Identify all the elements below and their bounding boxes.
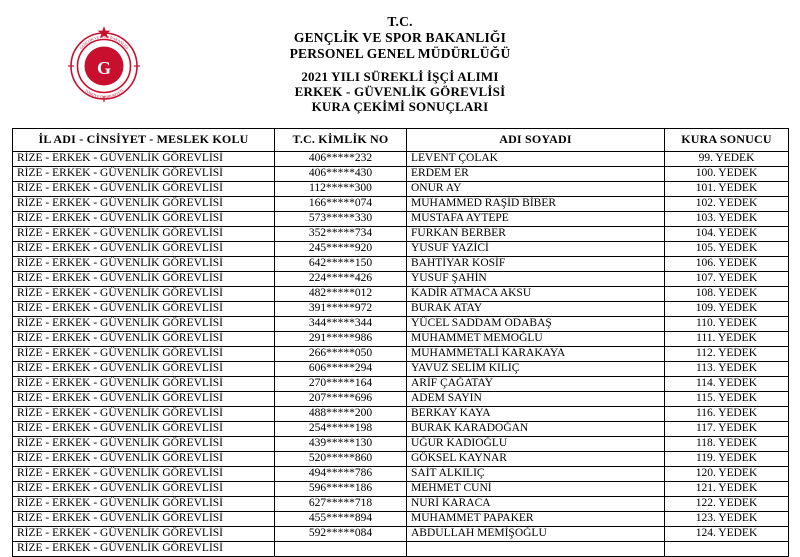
cell-result: 124. YEDEK [665,527,789,542]
cell-province: RİZE - ERKEK - GÜVENLİK GÖREVLİSİ [13,467,275,482]
cell-result: 109. YEDEK [665,302,789,317]
table-row [13,302,789,317]
cell-name: ARİF ÇAĞATAY [407,377,665,392]
cell-province: RİZE - ERKEK - GÜVENLİK GÖREVLİSİ [13,242,275,257]
table-row [13,527,789,542]
header-line-results: KURA ÇEKİMİ SONUÇLARI [311,99,489,115]
cell-province: RİZE - ERKEK - GÜVENLİK GÖREVLİSİ [13,182,275,197]
table-row [13,482,789,497]
cell-province: RİZE - ERKEK - GÜVENLİK GÖREVLİSİ [13,152,275,167]
header-line-ministry: GENÇLİK VE SPOR BAKANLIĞI [293,29,507,45]
cell-result: 115. YEDEK [665,392,789,407]
cell-name: ADEM SAYIN [407,392,665,407]
cell-name: FURKAN BERBER [407,227,665,242]
table-row [13,467,789,482]
cell-province: RİZE - ERKEK - GÜVENLİK GÖREVLİSİ [13,392,275,407]
cell-id: 207*****696 [275,392,407,407]
cell-result [665,542,789,557]
cell-result: 111. YEDEK [665,332,789,347]
cell-name: ONUR AY [407,182,665,197]
cell-result: 122. YEDEK [665,497,789,512]
cell-province: RİZE - ERKEK - GÜVENLİK GÖREVLİSİ [13,302,275,317]
cell-name: MUHAMMET PAPAKER [407,512,665,527]
cell-result: 106. YEDEK [665,257,789,272]
cell-result: 102. YEDEK [665,197,789,212]
cell-result: 113. YEDEK [665,362,789,377]
table-row [13,497,789,512]
cell-province: RİZE - ERKEK - GÜVENLİK GÖREVLİSİ [13,167,275,182]
cell-name: YAVUZ SELİM KILIÇ [407,362,665,377]
cell-id: 254*****198 [275,422,407,437]
table-row [13,287,789,302]
table-row [13,272,789,287]
cell-province: RİZE - ERKEK - GÜVENLİK GÖREVLİSİ [13,407,275,422]
cell-name: BERKAY KAYA [407,407,665,422]
results-table-wrapper [0,128,800,557]
cell-id: 245*****920 [275,242,407,257]
table-row [13,167,789,182]
cell-id: 520*****860 [275,452,407,467]
cell-result: 121. YEDEK [665,482,789,497]
cell-province: RİZE - ERKEK - GÜVENLİK GÖREVLİSİ [13,212,275,227]
cell-id: 406*****232 [275,152,407,167]
cell-result: 107. YEDEK [665,272,789,287]
table-row [13,242,789,257]
cell-id: 455*****894 [275,512,407,527]
cell-province: RİZE - ERKEK - GÜVENLİK GÖREVLİSİ [13,452,275,467]
cell-name: BURAK ATAY [407,302,665,317]
table-row [13,152,789,167]
svg-text:GENÇLİK VE SPOR BAKANLIĞI: GENÇLİK VE SPOR BAKANLIĞI [79,34,129,51]
cell-name: MUSTAFA AYTEPE [407,212,665,227]
cell-name: BAHTİYAR KOSİF [407,257,665,272]
table-row [13,182,789,197]
cell-province: RİZE - ERKEK - GÜVENLİK GÖREVLİSİ [13,197,275,212]
column-header-name: ADI SOYADI [407,129,665,152]
cell-result: 110. YEDEK [665,317,789,332]
table-row [13,332,789,347]
cell-id: 224*****426 [275,272,407,287]
cell-name: YUSUF ŞAHİN [407,272,665,287]
table-row [13,512,789,527]
header-line-year: 2021 YILI SÜREKLİ İŞÇİ ALIMI [301,68,499,84]
cell-province: RİZE - ERKEK - GÜVENLİK GÖREVLİSİ [13,272,275,287]
cell-id: 112*****300 [275,182,407,197]
svg-text:G: G [96,58,112,78]
table-body [13,152,789,557]
cell-result: 114. YEDEK [665,377,789,392]
cell-id: 606*****294 [275,362,407,377]
cell-name: UĞUR KADIOĞLU [407,437,665,452]
table-row [13,422,789,437]
cell-province: RİZE - ERKEK - GÜVENLİK GÖREVLİSİ [13,497,275,512]
header-line-directorate: PERSONEL GENEL MÜDÜRLÜĞÜ [289,45,511,61]
cell-result: 101. YEDEK [665,182,789,197]
header-line-tc: T.C. [387,14,413,29]
cell-province: RİZE - ERKEK - GÜVENLİK GÖREVLİSİ [13,512,275,527]
column-header-id: T.C. KİMLİK NO [275,129,407,152]
cell-id: 391*****972 [275,302,407,317]
table-row [13,257,789,272]
cell-id: 592*****084 [275,527,407,542]
cell-result: 108. YEDEK [665,287,789,302]
cell-name: YÜCEL SADDAM ODABAŞ [407,317,665,332]
column-header-province: İL ADI - CİNSİYET - MESLEK KOLU [13,129,275,152]
cell-name: NURİ KARACA [407,497,665,512]
table-row [13,197,789,212]
header-line-category: ERKEK - GÜVENLİK GÖREVLİSİ [294,84,506,100]
table-row [13,212,789,227]
cell-province: RİZE - ERKEK - GÜVENLİK GÖREVLİSİ [13,527,275,542]
cell-result: 118. YEDEK [665,437,789,452]
table-row [13,377,789,392]
cell-province: RİZE - ERKEK - GÜVENLİK GÖREVLİSİ [13,437,275,452]
cell-id: 627*****718 [275,497,407,512]
cell-id: 488*****200 [275,407,407,422]
cell-id: 596*****186 [275,482,407,497]
table-row [13,362,789,377]
cell-id: 166*****074 [275,197,407,212]
cell-name: MEHMET CUNİ [407,482,665,497]
cell-result: 104. YEDEK [665,227,789,242]
cell-name [407,542,665,557]
cell-province: RİZE - ERKEK - GÜVENLİK GÖREVLİSİ [13,542,275,557]
cell-province: RİZE - ERKEK - GÜVENLİK GÖREVLİSİ [13,227,275,242]
document-header [0,0,800,128]
cell-province: RİZE - ERKEK - GÜVENLİK GÖREVLİSİ [13,347,275,362]
cell-result: 112. YEDEK [665,347,789,362]
cell-id [275,542,407,557]
cell-result: 105. YEDEK [665,242,789,257]
cell-name: ABDULLAH MEMİŞOĞLU [407,527,665,542]
cell-province: RİZE - ERKEK - GÜVENLİK GÖREVLİSİ [13,422,275,437]
table-row [13,392,789,407]
table-row [13,437,789,452]
table-row [13,542,789,557]
cell-result: 117. YEDEK [665,422,789,437]
table-row [13,227,789,242]
cell-province: RİZE - ERKEK - GÜVENLİK GÖREVLİSİ [13,317,275,332]
cell-result: 103. YEDEK [665,212,789,227]
table-row [13,347,789,362]
cell-name: SAİT ALKILIÇ [407,467,665,482]
cell-id: 406*****430 [275,167,407,182]
svg-text:TÜRKİYE CUMHURİYETİ: TÜRKİYE CUMHURİYETİ [84,88,124,100]
cell-result: 119. YEDEK [665,452,789,467]
header-spacer [0,62,800,69]
cell-id: 642*****150 [275,257,407,272]
cell-result: 123. YEDEK [665,512,789,527]
table-row [13,317,789,332]
cell-name: BURAK KARADOĞAN [407,422,665,437]
cell-result: 99. YEDEK [665,152,789,167]
results-table [12,128,789,557]
cell-id: 573*****330 [275,212,407,227]
cell-id: 291*****986 [275,332,407,347]
cell-name: KADİR ATMACA AKSU [407,287,665,302]
cell-name: YUSUF YAZİCİ [407,242,665,257]
cell-province: RİZE - ERKEK - GÜVENLİK GÖREVLİSİ [13,377,275,392]
cell-province: RİZE - ERKEK - GÜVENLİK GÖREVLİSİ [13,482,275,497]
cell-province: RİZE - ERKEK - GÜVENLİK GÖREVLİSİ [13,257,275,272]
cell-province: RİZE - ERKEK - GÜVENLİK GÖREVLİSİ [13,332,275,347]
cell-id: 439*****130 [275,437,407,452]
cell-result: 120. YEDEK [665,467,789,482]
column-header-result: KURA SONUCU [665,129,789,152]
cell-name: GÖKSEL KAYNAR [407,452,665,467]
table-header-row [13,129,789,152]
cell-province: RİZE - ERKEK - GÜVENLİK GÖREVLİSİ [13,362,275,377]
cell-id: 270*****164 [275,377,407,392]
cell-id: 482*****012 [275,287,407,302]
cell-id: 344*****344 [275,317,407,332]
cell-result: 116. YEDEK [665,407,789,422]
cell-name: MUHAMMETALİ KARAKAYA [407,347,665,362]
cell-province: RİZE - ERKEK - GÜVENLİK GÖREVLİSİ [13,287,275,302]
cell-id: 494*****786 [275,467,407,482]
table-row [13,407,789,422]
cell-name: LEVENT ÇOLAK [407,152,665,167]
cell-name: ERDEM ER [407,167,665,182]
cell-name: MUHAMMET MEMOĞLU [407,332,665,347]
cell-id: 266*****050 [275,347,407,362]
table-row [13,452,789,467]
cell-result: 100. YEDEK [665,167,789,182]
cell-id: 352*****734 [275,227,407,242]
cell-name: MUHAMMED RAŞİD BİBER [407,197,665,212]
